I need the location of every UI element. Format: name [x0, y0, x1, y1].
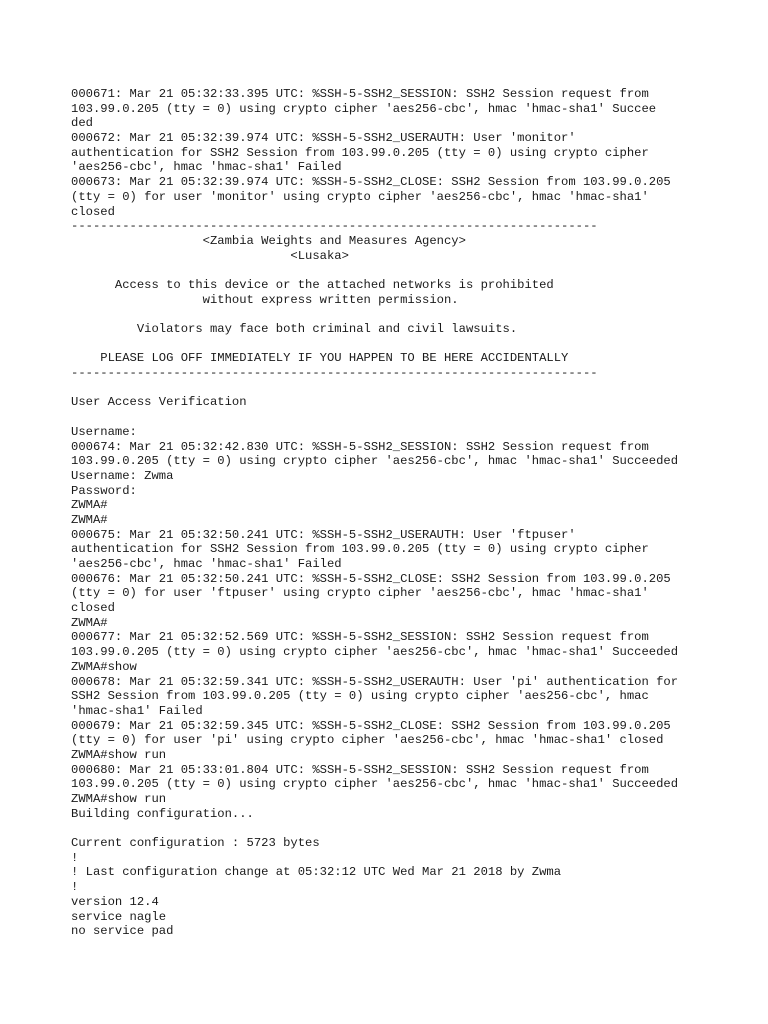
log-line: 000676: Mar 21 05:32:50.241 UTC: %SSH-5-SSH2_CLOSE: SSH2 Session from 103.99.0.205 [71, 571, 671, 586]
config-output: ! [71, 850, 79, 865]
config-output: Building configuration... [71, 806, 254, 821]
config-output: ! [71, 880, 79, 895]
config-output: no service pad [71, 924, 174, 939]
banner-text: Violators may face both criminal and civil lawsuits. [71, 322, 518, 336]
log-line: closed [71, 601, 115, 616]
banner-agency-name: <Zambia Weights and Measures Agency> [71, 233, 466, 248]
log-line: 000671: Mar 21 05:32:33.395 UTC: %SSH-5-SSH2_SESSION: SSH2 Session request from [71, 87, 649, 101]
blank-line [71, 381, 761, 396]
log-line: (tty = 0) for user 'pi' using crypto cipher 'aes256-cbc', hmac 'hmac-sha1' closed [71, 733, 664, 748]
log-line: 000678: Mar 21 05:32:59.341 UTC: %SSH-5-SSH2_USERAUTH: User 'pi' authentication for [71, 674, 679, 689]
log-line: (tty = 0) for user 'ftpuser' using crypto cipher 'aes256-cbc', hmac 'hmac-sha1' [71, 586, 649, 601]
banner-text: Access to this device or the attached networks is prohibited [71, 277, 554, 292]
log-line: ded [71, 116, 93, 131]
blank-line [71, 263, 761, 278]
log-line: 103.99.0.205 (tty = 0) using crypto cipher 'aes256-cbc', hmac 'hmac-sha1' Succee [71, 101, 657, 116]
banner-location: <Lusaka> [71, 248, 349, 263]
log-line: authentication for SSH2 Session from 103.99.0.205 (tty = 0) using crypto cipher [71, 145, 649, 160]
blank-line [71, 410, 761, 425]
log-line: 000674: Mar 21 05:32:42.830 UTC: %SSH-5-SSH2_SESSION: SSH2 Session request from [71, 439, 649, 454]
log-line: 000675: Mar 21 05:32:50.241 UTC: %SSH-5-SSH2_USERAUTH: User 'ftpuser' [71, 527, 576, 542]
log-line: 'aes256-cbc', hmac 'hmac-sha1' Failed [71, 557, 342, 571]
log-line: 000680: Mar 21 05:33:01.804 UTC: %SSH-5-SSH2_SESSION: SSH2 Session request from [71, 762, 649, 777]
username-prompt: Username: [71, 424, 137, 439]
cli-prompt: ZWMA# [71, 512, 108, 527]
log-line: 103.99.0.205 (tty = 0) using crypto cipher 'aes256-cbc', hmac 'hmac-sha1' Succeeded [71, 777, 679, 792]
banner-text: without express written permission. [71, 292, 459, 307]
log-line: closed [71, 204, 115, 219]
log-line: 'hmac-sha1' Failed [71, 703, 203, 718]
config-output: ! Last configuration change at 05:32:12 UTC Wed Mar 21 2018 by Zwma [71, 865, 562, 880]
log-line: SSH2 Session from 103.99.0.205 (tty = 0) using crypto cipher 'aes256-cbc', hmac [71, 689, 649, 704]
cli-prompt: ZWMA# [71, 498, 108, 513]
blank-line [71, 821, 761, 836]
config-output: version 12.4 [71, 894, 159, 909]
cli-command: ZWMA#show [71, 659, 137, 674]
log-line: 103.99.0.205 (tty = 0) using crypto cipher 'aes256-cbc', hmac 'hmac-sha1' Succeeded [71, 454, 679, 469]
blank-line [71, 307, 761, 322]
password-prompt: Password: [71, 483, 137, 498]
cli-command: ZWMA#show run [71, 792, 167, 806]
banner-divider: ------------------------------------------------------------------------ [71, 366, 598, 381]
log-line: (tty = 0) for user 'monitor' using crypto cipher 'aes256-cbc', hmac 'hmac-sha1' [71, 189, 649, 204]
blank-line [71, 337, 761, 352]
log-line: 000677: Mar 21 05:32:52.569 UTC: %SSH-5-SSH2_SESSION: SSH2 Session request from [71, 630, 649, 645]
log-line: 000672: Mar 21 05:32:39.974 UTC: %SSH-5-SSH2_USERAUTH: User 'monitor' [71, 131, 576, 146]
config-output: Current configuration : 5723 bytes [71, 836, 320, 851]
config-output: service nagle [71, 909, 167, 924]
banner-warning: PLEASE LOG OFF IMMEDIATELY IF YOU HAPPEN TO BE HERE ACCIDENTALLY [71, 351, 569, 366]
terminal-output [71, 87, 761, 939]
cli-prompt: ZWMA# [71, 615, 108, 630]
banner-divider: ------------------------------------------------------------------------ [71, 219, 598, 234]
username-prompt: Username: Zwma [71, 468, 174, 483]
log-line: 'aes256-cbc', hmac 'hmac-sha1' Failed [71, 160, 342, 175]
log-line: 000673: Mar 21 05:32:39.974 UTC: %SSH-5-SSH2_CLOSE: SSH2 Session from 103.99.0.205 [71, 175, 671, 190]
log-line: 103.99.0.205 (tty = 0) using crypto cipher 'aes256-cbc', hmac 'hmac-sha1' Succeeded [71, 645, 679, 660]
log-line: 000679: Mar 21 05:32:59.345 UTC: %SSH-5-SSH2_CLOSE: SSH2 Session from 103.99.0.205 [71, 718, 671, 733]
access-verification-heading: User Access Verification [71, 395, 247, 410]
log-line: authentication for SSH2 Session from 103.99.0.205 (tty = 0) using crypto cipher [71, 542, 649, 557]
cli-command: ZWMA#show run [71, 747, 167, 762]
